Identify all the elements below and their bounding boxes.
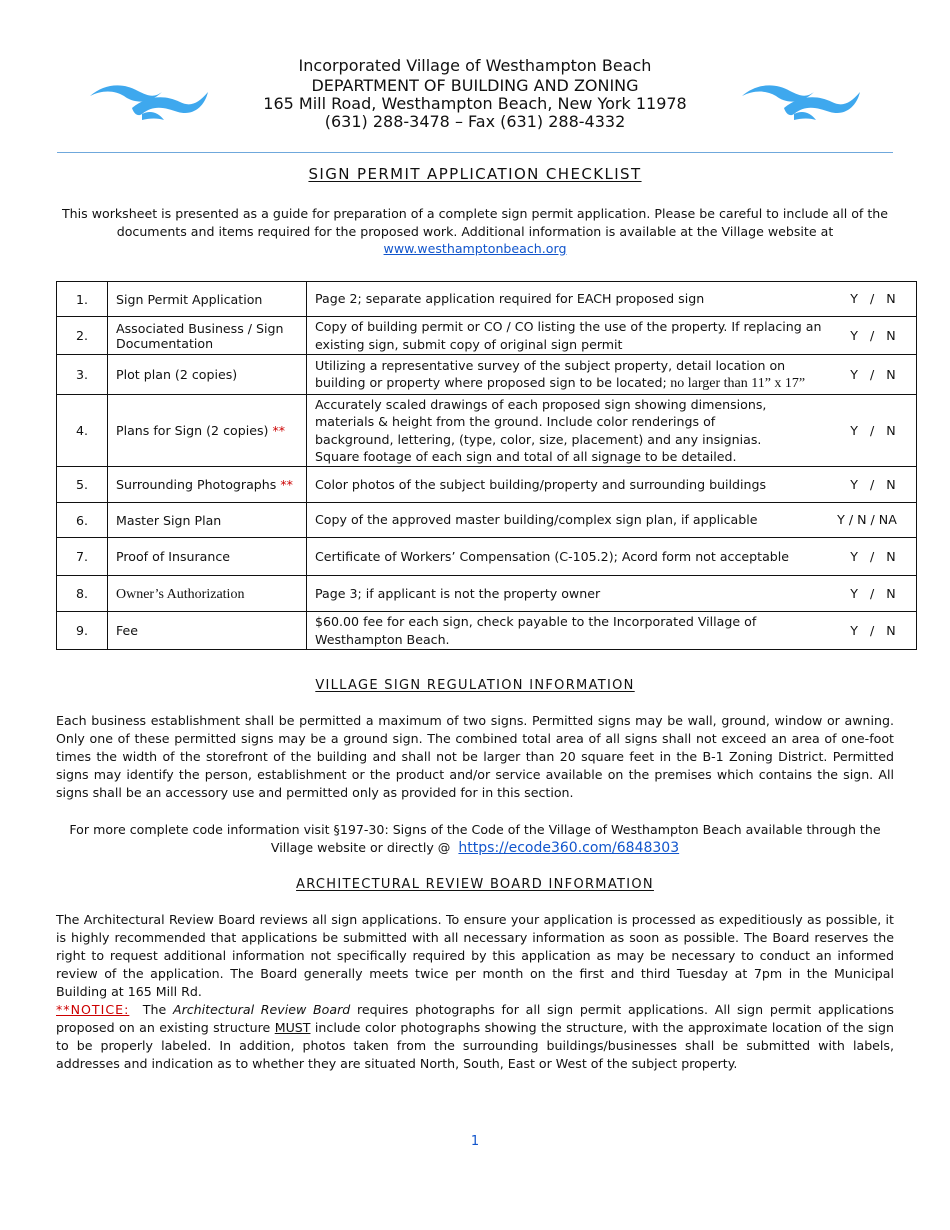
village-phone: (631) 288-3478 – Fax (631) 288-4332 [324, 112, 626, 131]
row-number: 6. [57, 503, 108, 538]
row-description: Copy of the approved master building/complex sign plan, if applicable Y / N / NA [307, 503, 917, 538]
row-description: Utilizing a representative survey of the subject property, detail location on building or property where proposed sign to be located; no larger than 11” x 17” Y / N [307, 355, 917, 395]
row-number: 2. [57, 317, 108, 355]
ecode-link[interactable]: https://ecode360.com/6848303 [458, 840, 680, 856]
row-number: 5. [57, 467, 108, 503]
department-name: DEPARTMENT OF BUILDING AND ZONING [311, 76, 639, 95]
row-item: Owner’s Authorization [108, 576, 307, 612]
checklist-table [56, 281, 917, 650]
row-number: 3. [57, 355, 108, 395]
yes-no-choice[interactable]: Y / N [850, 476, 896, 492]
yes-no-choice[interactable]: Y / N [850, 291, 896, 307]
row-description: Color photos of the subject building/property and surrounding buildings Y / N [307, 467, 917, 503]
required-marker: ** [272, 423, 286, 438]
row-description: Accurately scaled drawings of each proposed sign showing dimensions, materials & height from the ground. Include color renderings of background, lettering, (type, color, size, placement) and any insignias. Square footage of each sign and total of all signage to be detailed. Y / N [307, 395, 917, 467]
notice-label: **NOTICE: [56, 1002, 130, 1017]
row-number: 8. [57, 576, 108, 612]
intro-text: This worksheet is presented as a guide for preparation of a complete sign permit application. Please be careful to include all of the documents and items required for the proposed work. Additional information is available at the Village website at [61, 206, 889, 239]
row-description: $60.00 fee for each sign, check payable to the Incorporated Village of Westhampton Beach. Y / N [307, 612, 917, 650]
table-row [57, 503, 917, 538]
row-item: Master Sign Plan [108, 503, 307, 538]
table-row [57, 355, 917, 395]
yes-no-choice[interactable]: Y / N [850, 585, 896, 601]
row-description: Copy of building permit or CO / CO listing the use of the property. If replacing an existing sign, submit copy of original sign permit Y / N [307, 317, 917, 355]
yes-no-choice[interactable]: Y / N / NA [837, 512, 897, 528]
header-divider [57, 152, 893, 153]
table-row [57, 395, 917, 467]
row-description: Certificate of Workers’ Compensation (C-105.2); Acord form not acceptable Y / N [307, 538, 917, 576]
row-item: Associated Business / Sign Documentation [108, 317, 307, 355]
table-row [57, 467, 917, 503]
regulation-heading: VILLAGE SIGN REGULATION INFORMATION [315, 678, 635, 693]
arb-heading: ARCHITECTURAL REVIEW BOARD INFORMATION [296, 877, 654, 892]
village-address: 165 Mill Road, Westhampton Beach, New York 11978 [263, 94, 687, 113]
village-name: Incorporated Village of Westhampton Beach [298, 56, 652, 75]
row-item: Proof of Insurance [108, 538, 307, 576]
table-row [57, 576, 917, 612]
table-row [57, 317, 917, 355]
regulation-paragraph: Each business establishment shall be permitted a maximum of two signs. Permitted signs may be wall, ground, window or awning. Only one of these permitted signs may be a ground sign. The combined total area of all signs shall not exceed an area of one-foot times the width of the storefront of the building and shall not be larger than 20 square feet in the B-1 Zoning District. Permitted signs may identify the person, establishment or the product and/or service available on the premises which contains the sign. All signs shall be an accessory use and permitted only as provided for in this section. [56, 713, 894, 800]
yes-no-choice[interactable]: Y / N [850, 622, 896, 638]
required-marker: ** [280, 477, 293, 492]
arb-paragraph: The Architectural Review Board reviews all sign applications. To ensure your application is processed as expeditiously as possible, it is highly recommended that applications be submitted with all necessary information as soon as possible. The Board reserves the right to request additional information not specifically required by this application as may be necessary to conduct an informed review of the application. The Board generally meets twice per month on the first and third Tuesday at 7pm in the Municipal Building at 165 Mill Rd. [56, 912, 894, 999]
row-number: 1. [57, 282, 108, 317]
page-title: SIGN PERMIT APPLICATION CHECKLIST [308, 165, 642, 183]
table-row [57, 282, 917, 317]
row-number: 4. [57, 395, 108, 467]
yes-no-choice[interactable]: Y / N [850, 422, 896, 438]
yes-no-choice[interactable]: Y / N [850, 327, 896, 343]
page-number: 1 [470, 1134, 480, 1149]
intro-paragraph [60, 205, 890, 258]
code-reference: For more complete code information visit §197-30: Signs of the Code of the Village of Westhampton Beach available through the Village website or directly @ https://ecode360.com/6848303 [69, 822, 881, 856]
row-number: 7. [57, 538, 108, 576]
yes-no-choice[interactable]: Y / N [850, 548, 896, 564]
table-row [57, 612, 917, 650]
table-row [57, 538, 917, 576]
row-description: Page 3; if applicant is not the property owner Y / N [307, 576, 917, 612]
row-item: Fee [108, 612, 307, 650]
row-item: Plans for Sign (2 copies) ** [108, 395, 307, 467]
row-item: Plot plan (2 copies) [108, 355, 307, 395]
village-website-link[interactable]: www.westhamptonbeach.org [383, 241, 567, 256]
row-item: Surrounding Photographs ** [108, 467, 307, 503]
row-number: 9. [57, 612, 108, 650]
notice-paragraph: **NOTICE: The Architectural Review Board requires photographs for all sign permit applications. All sign permit applications proposed on an existing structure MUST include color photographs showing the structure, with the approximate location of the sign to be properly labeled. In addition, photos taken from the surrounding buildings/businesses shall be submitted with labels, addresses and indication as to whether they are situated North, South, East or West of the subject property. [56, 1002, 894, 1071]
row-description: Page 2; separate application required for EACH proposed sign Y / N [307, 282, 917, 317]
row-item: Sign Permit Application [108, 282, 307, 317]
yes-no-choice[interactable]: Y / N [850, 366, 896, 382]
